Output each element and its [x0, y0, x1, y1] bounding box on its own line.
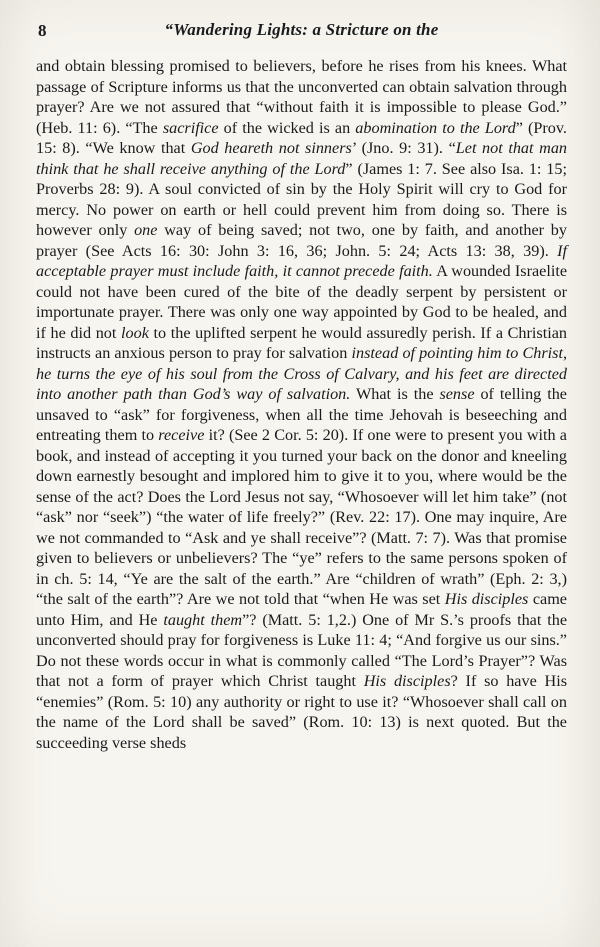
- text-segment: to the uplifted serpent he would assuredly perish. If a Christian instructs an anxious person to pray for salvation: [36, 323, 567, 362]
- italic-text-segment: one: [134, 221, 158, 239]
- text-segment: ” (James 1: 7. See also Isa. 1: 15; Proverbs 28: 9). A soul convicted of sin by the Holy Spirit will cry to God for mercy. No power on earth or hell could prevent him from doing so. There is however only: [36, 159, 567, 239]
- text-segment: of telling the unsaved to “ask” for forgiveness, when all the time Jehovah is beseeching and entreating them to: [36, 385, 567, 444]
- italic-text-segment: instead of pointing him to Christ, he turns the eye of his soul from the Cross of Calvary, and his feet are directed into another path than God’s way of salvation.: [36, 344, 567, 403]
- text-segment: of the wicked is an: [218, 118, 356, 137]
- text-segment: What is the: [350, 385, 440, 403]
- text-segment: A wounded Israelite could not have been cured of the bite of the deadly serpent by persistent or importunate prayer. There was only one way appointed by God to be healed, and if he did not: [36, 262, 568, 342]
- text-segment: it? (See 2 Cor. 5: 20). If one were to present you with a book, and instead of accepting it you turned your back on the donor and kneeling down earnestly besought and implored him to give it to you, where would be the sense of the act? Does the Lord Jesus not say, “Whosoever will let him take” (not “ask” nor “seek”) “the water of life freely?” (Rev. 22: 17). One may inquire, Are we not commanded to “Ask and ye shall receive”? (Matt. 7: 7). Was that promise given to believers or unbelievers? The “ye” refers to the same persons spoken of in ch. 5: 14, “Ye are the salt of the earth.” Are “children of wrath” (Eph. 2: 3,) “the salt of the earth”? Are we not told that “when He was set: [36, 426, 567, 608]
- italic-text-segment: His disciples: [363, 672, 451, 690]
- page-header: [36, 20, 567, 46]
- body-paragraph: [36, 56, 567, 753]
- running-title: “Wandering Lights: a Stricture on the: [164, 20, 439, 39]
- text-segment: way of being saved; not two, one by faith, and another by prayer (See Acts 16: 30: John 3: 16, 36; John. 5: 24; Acts 13: 38, 39).: [36, 221, 567, 260]
- text-segment: came unto Him, and He: [36, 590, 567, 629]
- italic-text-segment: Let not that man think that he shall receive anything of the Lord: [36, 139, 568, 178]
- italic-text-segment: His disciples: [444, 590, 529, 608]
- italic-text-segment: sacrifice: [162, 118, 219, 137]
- italic-text-segment: look: [121, 323, 149, 342]
- italic-text-segment: If acceptable prayer must include faith, it cannot precede faith.: [36, 241, 567, 280]
- text-segment: ’ (Jno. 9: 31). “: [351, 139, 456, 157]
- italic-text-segment: taught them: [163, 610, 243, 629]
- text-segment: and obtain blessing promised to believers, before he rises from his knees. What passage of Scripture informs us that the unconverted can obtain salvation through prayer? Are we not assured that “without faith it is impossible to please God.” (Heb. 11: 6). “The: [36, 57, 567, 137]
- italic-text-segment: abomination to the Lord: [355, 118, 516, 137]
- italic-text-segment: God heareth not sinners: [190, 139, 352, 157]
- page-number: 8: [38, 21, 47, 40]
- text-segment: ”? (Matt. 5: 1,2.) One of Mr S.’s proofs that the unconverted should pray for forgiveness is Luke 11: 4; “And forgive us our sins.” Do not these words occur in what is commonly called “The Lord’s Prayer”? Was that not a form of prayer which Christ taught: [36, 610, 568, 690]
- text-segment: ” (Prov. 15: 8). “We know that: [36, 118, 567, 157]
- italic-text-segment: sense: [439, 385, 475, 403]
- text-segment: ? If so have His “enemies” (Rom. 5: 10) any authority or right to use it? “Whosoever shall call on the name of the Lord shall be saved” (Rom. 10: 13) is next quoted. But the succeeding verse sheds: [36, 672, 568, 752]
- italic-text-segment: receive: [158, 426, 205, 444]
